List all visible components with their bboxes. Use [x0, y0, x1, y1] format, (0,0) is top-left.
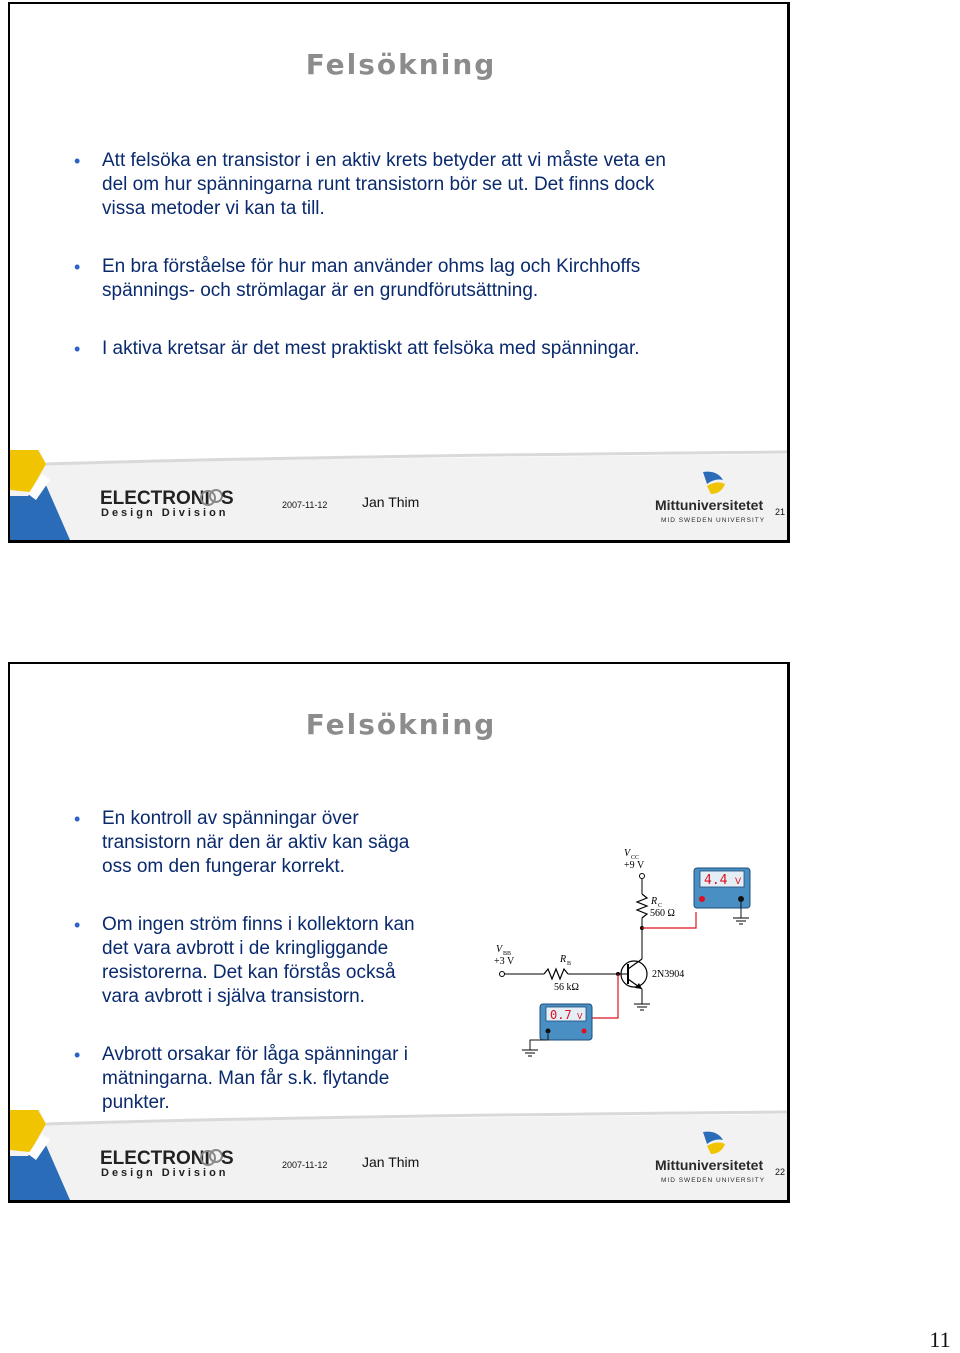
vcc-label: V: [624, 848, 631, 859]
rc-sub: C: [658, 903, 663, 909]
electronics-logo-text-s: S: [221, 1148, 234, 1169]
transistor-label: 2N3904: [652, 969, 685, 980]
slide-21: [8, 2, 790, 543]
bullet-dot-icon: •: [74, 915, 81, 935]
bullet-line: En kontroll av spänningar över: [102, 808, 359, 829]
rb-label: R: [560, 954, 567, 965]
electronics-logo-sub: Design Division: [101, 507, 229, 519]
bullet-list: [74, 149, 760, 361]
footer-date: 2007-11-12: [282, 500, 328, 510]
slide-number: 21: [775, 507, 786, 517]
electronics-logo: [100, 1148, 240, 1180]
bullet-line: del om hur spänningarna runt transistorn bör se ut. Det finns dock: [102, 174, 655, 195]
bullet-line: Att felsöka en transistor i en aktiv krets betyder att vi måste veta en: [102, 150, 666, 171]
bullet-item: [74, 337, 760, 361]
bullet-item: [74, 807, 480, 879]
electronics-logo-text: ELECTRONI: [100, 1148, 210, 1169]
footer-author: Jan Thim: [362, 1154, 420, 1170]
slide-number: 22: [775, 1167, 786, 1177]
bullet-line: mätningarna. Man får s.k. flytande: [102, 1068, 390, 1089]
footer-date: 2007-11-12: [282, 1160, 328, 1170]
collector-voltmeter: [694, 868, 750, 908]
vbb-label: V: [496, 944, 503, 955]
electronics-logo-text-s: S: [221, 488, 234, 509]
vcc-value: +9 V: [624, 860, 645, 871]
bullet-line: Avbrott orsakar för låga spänningar i: [102, 1044, 408, 1065]
electronics-logo-text: ELECTRONI: [100, 488, 210, 509]
mittuni-sub: MID SWEDEN UNIVERSITY: [661, 1177, 766, 1184]
transistor-circuit-diagram: [484, 844, 774, 1064]
bullet-line: spännings- och strömlagar är en grundförutsättning.: [102, 280, 539, 301]
bullet-line: vissa metoder vi kan ta till.: [102, 198, 325, 219]
bullet-dot-icon: •: [74, 1045, 81, 1065]
page-number: 11: [929, 1327, 951, 1352]
rb-value: 56 kΩ: [554, 982, 579, 993]
base-meter-unit: V: [577, 1012, 583, 1021]
electronics-logo-sub: Design Division: [101, 1167, 229, 1179]
bullet-line: vara avbrott i själva transistorn.: [102, 986, 365, 1007]
slide-footer: [10, 450, 790, 540]
bullet-dot-icon: •: [74, 151, 81, 171]
bullet-line: transistorn när den är aktiv kan säga: [102, 832, 410, 853]
mittuni-name: Mittuniversitetet: [655, 497, 764, 513]
rc-value: 560 Ω: [650, 908, 675, 919]
bullet-item: [74, 255, 760, 303]
slide-title: Felsökning: [305, 48, 497, 81]
mittuniversitetet-logo: [655, 470, 770, 526]
vcc-sub: CC: [631, 855, 640, 861]
rb-sub: B: [567, 961, 572, 967]
bullet-line: resistorerna. Det kan förstås också: [102, 962, 396, 983]
rc-label: R: [651, 896, 658, 907]
mittuni-name: Mittuniversitetet: [655, 1157, 764, 1173]
base-meter-value: 0.7: [550, 1008, 572, 1022]
bullet-line: En bra förståelse för hur man använder ohms lag och Kirchhoffs: [102, 256, 641, 277]
bullet-item: [74, 913, 480, 1009]
vbb-value: +3 V: [494, 956, 515, 967]
mittuni-sub: MID SWEDEN UNIVERSITY: [661, 517, 766, 524]
bullet-list: [74, 807, 480, 1115]
bullet-dot-icon: •: [74, 339, 81, 359]
bullet-dot-icon: •: [74, 257, 81, 277]
bullet-line: oss om den fungerar korrekt.: [102, 856, 345, 877]
collector-meter-unit: V: [735, 877, 742, 887]
slide-title: Felsökning: [305, 708, 497, 741]
footer-author: Jan Thim: [362, 494, 420, 510]
slide-footer: [10, 1110, 790, 1200]
bullet-dot-icon: •: [74, 809, 81, 829]
bullet-item: [74, 149, 760, 221]
vbb-sub: BB: [503, 951, 512, 957]
mittuniversitetet-logo: [655, 1130, 770, 1186]
collector-meter-value: 4.4: [704, 873, 728, 888]
electronics-logo: [100, 488, 240, 520]
bullet-line: Om ingen ström finns i kollektorn kan: [102, 914, 415, 935]
slide-22: [8, 662, 790, 1203]
bullet-line: punkter.: [102, 1092, 170, 1113]
bullet-item: [74, 1043, 480, 1115]
bullet-line: I aktiva kretsar är det mest praktiskt att felsöka med spänningar.: [102, 338, 640, 359]
bullet-line: det vara avbrott i de kringliggande: [102, 938, 389, 959]
